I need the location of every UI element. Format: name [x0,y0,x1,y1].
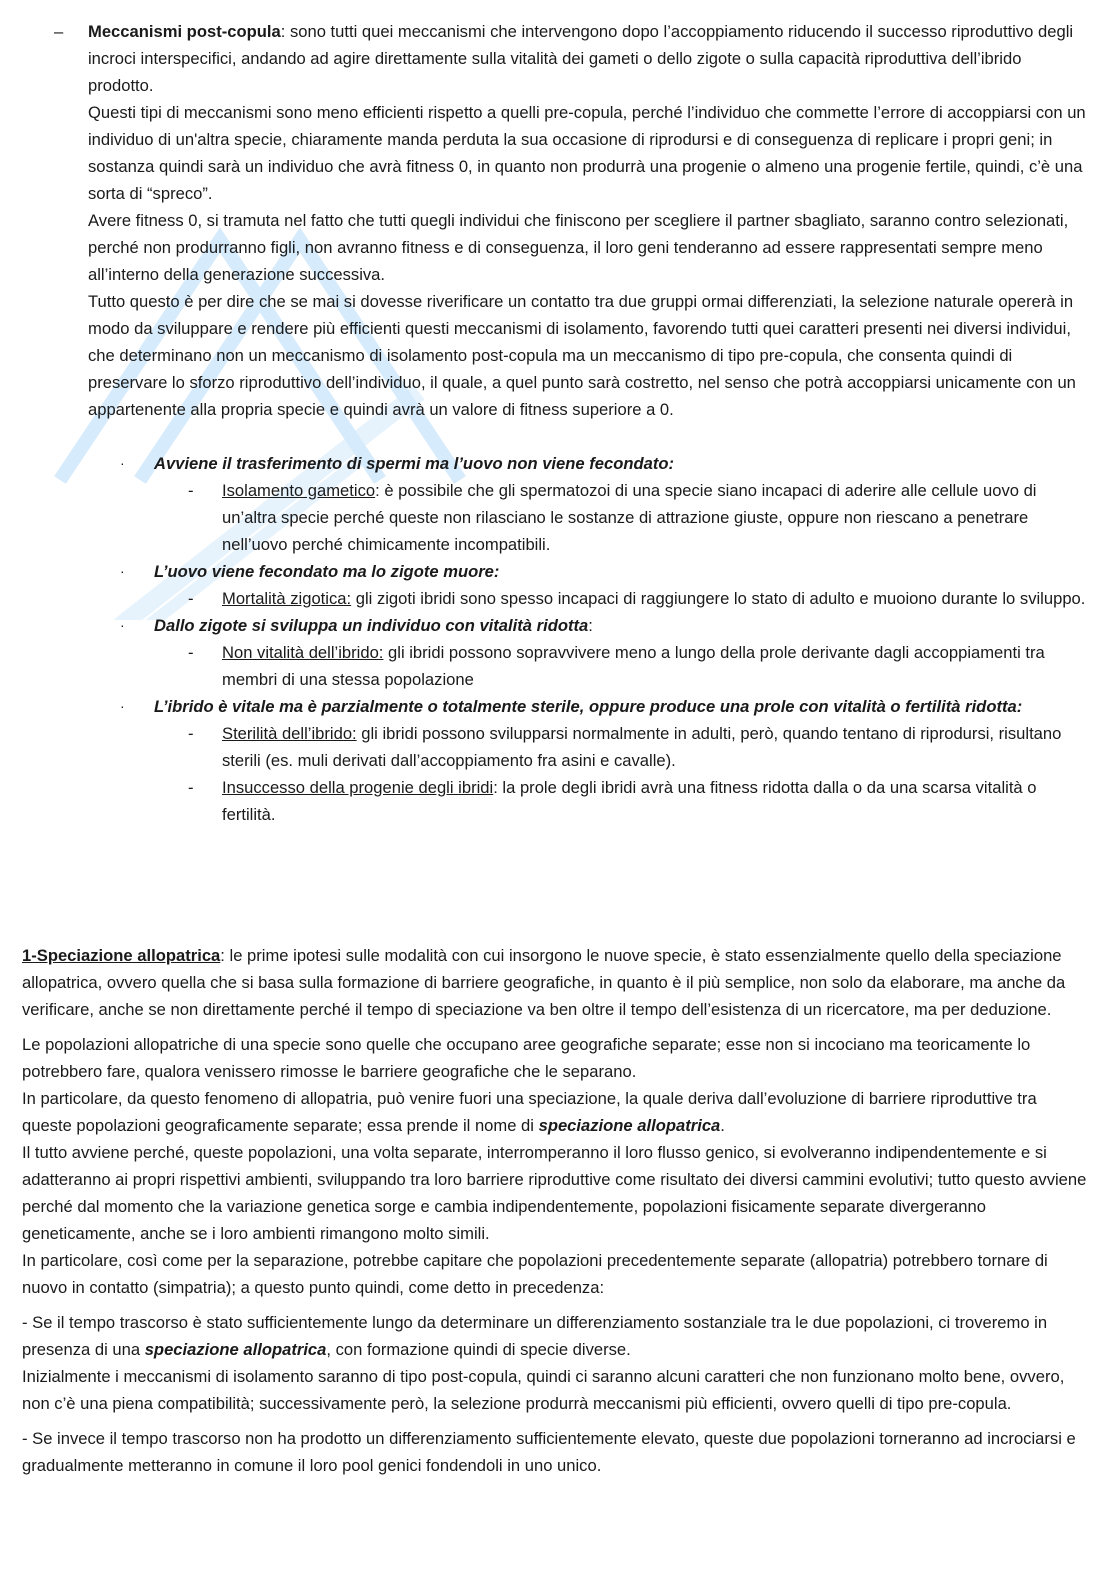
term: Sterilità dell’ibrido: [222,724,357,743]
paragraph: In particolare, così come per la separazione, potrebbe capitare che popolazioni precedentemente separate (allopatria) potrebbero tornare di nuovo in contatto (simpatria); a questo punto quindi, come detto in precedenza: [22,1251,1048,1297]
term: Isolamento gametico [222,481,376,500]
paragraph: Questi tipi di meccanismi sono meno efficienti rispetto a quelli pre-copula, perché l’individuo che commette l’errore di accoppiarsi con un individuo di un'altra specie, chiaramente manda perduta la sua occasione di riprodursi e di conseguenza di replicare i propri geni; in sostanza quindi sarà un individuo che avrà fitness 0, in quanto non produrrà una progenie o almeno una progenie fertile, quindi, c’è una sorta di “spreco”. [88,103,1086,203]
paragraph: Avere fitness 0, si tramuta nel fatto che tutti quegli individui che finiscono per scegliere il partner sbagliato, saranno contro selezionati, perché non produrranno figli, non avranno fitness e di conseguenza, il loro geni tenderanno ad essere rappresentati sempre meno all’interno della generazione successiva. [88,211,1069,284]
paragraph: Inizialmente i meccanismi di isolamento saranno di tipo post-copula, quindi ci saranno alcuni caratteri che non funzionano molto bene, ovvero, non c’è una piena compatibilità; successivamente però, la selezione produrrà meccanismi più efficienti, ovvero quelli di tipo pre-copula. [22,1367,1065,1413]
sub-list-item: - Insuccesso della progenie degli ibridi: la prole degli ibridi avrà una fitness ridotta dalla o da una scarsa vitalità o fertilità. [88,774,1088,828]
allopatric-intro: 1-Speciazione allopatrica: le prime ipotesi sulle modalità con cui insorgono le nuove specie, è stato essenzialmente quello della speciazione allopatrica, ovvero quella che si basa sulla formazione di barriere geografiche, in quanto è il più semplice, non solo da elaborare, ma anche da verificare, anche se non direttamente perché il tempo di speciazione va ben oltre il tempo dell’esistenza di un ricercatore, ma per deduzione. [22,946,1066,1019]
paragraph: Tutto questo è per dire che se mai si dovesse riverificare un contatto tra due gruppi ormai differenziati, la selezione naturale opererà in modo da sviluppare e rendere più efficienti questi meccanismi di isolamento, favorendo tutti quei caratteri presenti nei diversi individui, che determinano non un meccanismo di isolamento post-copula ma un meccanismo di tipo pre-copula, che consenta quindi di preservare lo sforzo riproduttivo dell’individuo, il quale, a quel punto sarà costretto, nel senso che potrà accoppiarsi unicamente con un appartenente alla propria specie e quindi avrà un valore di fitness superiore a 0. [88,292,1076,419]
term: Non vitalità dell’ibrido: [222,643,384,662]
term: Insuccesso della progenie degli ibridi [222,778,494,797]
paragraph: In particolare, da questo fenomeno di allopatria, può venire fuori una speciazione, la quale deriva dall’evoluzione di barriere riproduttive tra queste popolazioni geograficamente separate; essa prende il nome di speciazione allopatrica. [22,1089,1037,1135]
list-item: · L’uovo viene fecondato ma lo zigote muore: [88,558,1088,585]
bullet-icon: · [120,698,125,714]
bullet-icon: · [120,617,125,633]
paragraph: - Se il tempo trascorso è stato sufficientemente lungo da determinare un differenziamento sostanziale tra le due popolazioni, ci troveremo in presenza di una speciazione allopatrica, con formazione quindi di specie diverse. [22,1313,1048,1359]
section-title: 1-Speciazione allopatrica [22,946,221,965]
hyphen-bullet: - [188,643,194,662]
term: Mortalità zigotica: [222,589,352,608]
mechanism-list [88,450,1088,828]
hyphen-bullet: - [188,778,194,797]
sub-list-item: - Isolamento gametico: è possibile che gli spermatozoi di una specie siano incapaci di aderire alle cellule uovo di un’altra specie perché queste non rilasciano le sostanze di attrazione giuste, oppure non riescano a penetrare nell’uovo perché chimicamente incompatibili. [88,477,1088,558]
hyphen-bullet: - [188,589,194,608]
bullet-icon: · [120,563,125,579]
sub-list-item: - Mortalità zigotica: gli zigoti ibridi sono spesso incapaci di raggiungere lo stato di adulto e muoiono durante lo sviluppo. [88,585,1088,612]
paragraph: Il tutto avviene perché, queste popolazioni, una volta separate, interromperanno il loro flusso genico, si evolveranno indipendentemente e si adatteranno ai propri rispettivi ambienti, sviluppando tra loro barriere riproduttive come risultato dei diversi cammini evolutivi; tutto questo avviene perché dal momento che la variazione genetica sorge e cambia indipendentemente, popolazioni fisicamente separate divergeranno geneticamente, anche se i loro ambienti rimangono molto simili. [22,1143,1087,1243]
hyphen-bullet: - [188,724,194,743]
post-copula-title: Meccanismi post-copula [88,22,281,41]
dash-bullet: – [54,22,64,41]
sub-list-item: - Non vitalità dell’ibrido: gli ibridi possono sopravvivere meno a lungo della prole derivante dagli accoppiamenti tra membri di una stessa popolazione [88,639,1088,693]
post-copula-intro: Meccanismi post-copula: sono tutti quei meccanismi che intervengono dopo l’accoppiamento riducendo il successo riproduttivo degli incroci interspecifici, andando ad agire direttamente sulla vitalità dei gameti o dello zigote o sulla capacità riproduttiva dell’ibrido prodotto. [88,22,1074,95]
allopatric-section [22,942,1088,1479]
key-term: speciazione allopatrica [538,1116,721,1135]
list-item: · L’ibrido è vitale ma è parzialmente o totalmente sterile, oppure produce una prole con vitalità o fertilità ridotta: [88,693,1088,720]
hyphen-bullet: - [188,481,194,500]
bullet-icon: · [120,455,125,471]
post-copula-block [54,18,1088,423]
paragraph: Le popolazioni allopatriche di una specie sono quelle che occupano aree geografiche separate; esse non si incociano ma teoricamente lo potrebbero fare, qualora venissero rimosse le barriere geografiche che le separano. [22,1035,1031,1081]
list-item: · Dallo zigote si sviluppa un individuo con vitalità ridotta: [88,612,1088,639]
list-item: · Avviene il trasferimento di spermi ma l’uovo non viene fecondato: [88,450,1088,477]
paragraph: - Se invece il tempo trascorso non ha prodotto un differenziamento sufficientemente elevato, queste due popolazioni torneranno ad incrociarsi e gradualmente metteranno in comune il loro pool genici fondendoli in uno unico. [22,1429,1076,1475]
sub-list-item: - Sterilità dell’ibrido: gli ibridi possono svilupparsi normalmente in adulti, però, quando tentano di riprodursi, risultano sterili (es. muli derivati dall’accoppiamento fra asini e cavalle). [88,720,1088,774]
key-term: speciazione allopatrica [144,1340,327,1359]
